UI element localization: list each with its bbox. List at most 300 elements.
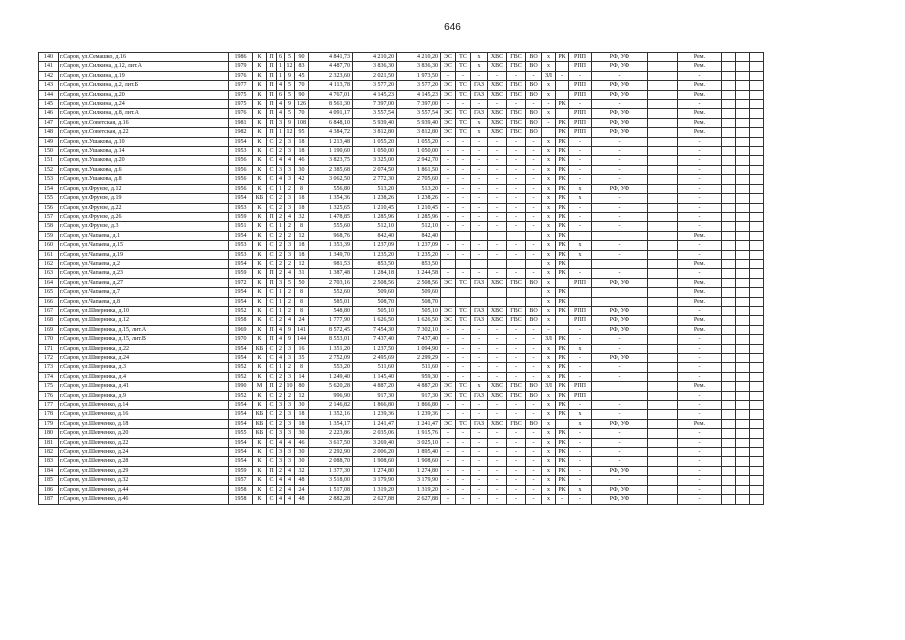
table-cell: - — [471, 184, 488, 193]
table-cell: ВО — [526, 419, 542, 428]
table-cell: 1959 — [229, 466, 253, 475]
table-cell: 2 — [277, 212, 285, 221]
table-cell: 4 — [285, 269, 295, 278]
table-cell: 4 210,20 — [397, 53, 441, 62]
table-cell: К — [253, 100, 267, 109]
table-cell: - — [471, 372, 488, 381]
table-cell: К — [253, 259, 267, 268]
table-cell: 1 235,20 — [353, 250, 397, 259]
table-cell: 2 — [277, 391, 285, 400]
table-cell: 1954 — [229, 344, 253, 353]
table-cell: - — [678, 485, 722, 494]
table-cell: 2 074,50 — [353, 165, 397, 174]
table-cell: 4 887,20 — [397, 382, 441, 391]
empty-cell — [750, 175, 764, 184]
empty-cell — [736, 391, 750, 400]
table-cell: 1 055,20 — [353, 137, 397, 146]
table-cell: 1 — [277, 128, 285, 137]
table-cell: 1 284,18 — [353, 269, 397, 278]
table-cell: - — [507, 325, 526, 334]
table-cell: - — [471, 137, 488, 146]
table-cell: КБ — [253, 419, 267, 428]
table-cell: 144 — [295, 335, 309, 344]
table-cell: ГВС — [507, 53, 526, 62]
table-cell: - — [592, 250, 648, 259]
table-cell: 1 285,96 — [397, 212, 441, 221]
table-cell: К — [253, 485, 267, 494]
table-cell: г.Саров, ул.Ушакова, д.6 — [59, 165, 229, 174]
table-cell: 2 — [285, 288, 295, 297]
table-cell — [556, 81, 569, 90]
table-cell: С — [267, 241, 277, 250]
table-cell: 2 323,60 — [309, 71, 353, 80]
table-cell: К — [253, 156, 267, 165]
table-cell: 18 — [295, 147, 309, 156]
table-cell: К — [253, 71, 267, 80]
empty-cell — [722, 382, 736, 391]
table-cell: 4 — [285, 156, 295, 165]
table-cell: 3 — [285, 448, 295, 457]
table-cell: 4 — [277, 109, 285, 118]
empty-cell — [750, 344, 764, 353]
table-cell: - — [592, 137, 648, 146]
table-cell: 2 — [285, 259, 295, 268]
table-cell: - — [471, 165, 488, 174]
table-cell: РК — [556, 212, 569, 221]
empty-cell — [722, 476, 736, 485]
table-cell: 2 146,82 — [309, 401, 353, 410]
table-cell — [648, 457, 678, 466]
table-cell: 2 — [277, 344, 285, 353]
table-cell: К — [253, 335, 267, 344]
table-cell: 1 285,96 — [353, 212, 397, 221]
table-cell: - — [441, 184, 456, 193]
table-cell: - — [488, 175, 507, 184]
table-row — [39, 297, 764, 306]
table-cell: П — [267, 278, 277, 287]
table-cell — [488, 297, 507, 306]
table-cell: - — [456, 137, 471, 146]
table-cell: П — [267, 100, 277, 109]
table-cell: С — [267, 137, 277, 146]
table-cell: 2 — [285, 231, 295, 240]
table-cell: 2 508,56 — [397, 278, 441, 287]
table-cell: 2 — [277, 410, 285, 419]
table-cell: ХВС — [488, 391, 507, 400]
table-cell: - — [507, 250, 526, 259]
table-cell: - — [592, 448, 648, 457]
table-cell: 1 626,50 — [397, 316, 441, 325]
table-cell: г.Саров, ул.Фрунзе, д.12 — [59, 184, 229, 193]
table-cell: г.Саров, ул.Шевченко, д.32 — [59, 476, 229, 485]
table-row — [39, 175, 764, 184]
table-cell: Рем. — [678, 109, 722, 118]
table-cell: 1956 — [229, 165, 253, 174]
table-cell: г.Саров, ул.Шверника, д.3 — [59, 363, 229, 372]
empty-cell — [736, 165, 750, 174]
table-cell — [648, 306, 678, 315]
table-cell: 2 882,28 — [309, 495, 353, 504]
table-cell: ХВС — [488, 53, 507, 62]
table-cell: 1952 — [229, 306, 253, 315]
housing-register-table — [38, 52, 764, 505]
table-cell: 186 — [39, 485, 59, 494]
table-cell — [556, 109, 569, 118]
table-cell: - — [441, 438, 456, 447]
table-cell: ГАЗ — [471, 316, 488, 325]
table-cell: - — [526, 184, 542, 193]
table-cell: - — [678, 448, 722, 457]
table-row — [39, 419, 764, 428]
table-cell: 3 — [277, 457, 285, 466]
empty-cell — [736, 419, 750, 428]
empty-cell — [736, 71, 750, 80]
table-cell: 1 — [277, 62, 285, 71]
table-cell: - — [456, 495, 471, 504]
table-cell — [441, 297, 456, 306]
table-cell: К — [253, 278, 267, 287]
table-cell: - — [441, 457, 456, 466]
table-cell: 7 302,10 — [397, 325, 441, 334]
table-cell: х — [471, 62, 488, 71]
table-cell: 8 572,45 — [309, 325, 353, 334]
table-cell: РПП — [569, 62, 592, 71]
empty-cell — [736, 316, 750, 325]
table-row — [39, 288, 764, 297]
table-cell: х — [542, 194, 556, 203]
table-cell: ТС — [456, 128, 471, 137]
table-cell: П — [267, 325, 277, 334]
empty-cell — [736, 278, 750, 287]
table-cell: 1 237,50 — [353, 344, 397, 353]
table-cell: РПП — [569, 278, 592, 287]
table-cell: - — [488, 156, 507, 165]
table-cell — [648, 147, 678, 156]
table-cell: - — [488, 372, 507, 381]
table-cell: П — [267, 53, 277, 62]
table-cell — [648, 184, 678, 193]
table-cell: - — [569, 438, 592, 447]
table-cell: 141 — [39, 62, 59, 71]
table-cell: 156 — [39, 203, 59, 212]
table-row — [39, 194, 764, 203]
table-cell: 9 — [285, 71, 295, 80]
table-cell: - — [556, 71, 569, 80]
table-cell: РФ, УФ — [592, 419, 648, 428]
table-cell: ГВС — [507, 118, 526, 127]
table-cell: ХВС — [488, 128, 507, 137]
table-cell: - — [592, 175, 648, 184]
table-cell: - — [678, 137, 722, 146]
table-cell: - — [678, 100, 722, 109]
table-cell: 70 — [295, 81, 309, 90]
table-cell: Рем. — [678, 259, 722, 268]
table-cell: - — [456, 485, 471, 494]
empty-cell — [750, 137, 764, 146]
table-cell: 1990 — [229, 382, 253, 391]
table-cell — [648, 363, 678, 372]
table-cell: 30 — [295, 457, 309, 466]
table-cell: 48 — [295, 476, 309, 485]
table-cell: РФ, УФ — [592, 466, 648, 475]
empty-cell — [750, 269, 764, 278]
table-cell: 10 — [286, 383, 293, 390]
table-cell: РФ, УФ — [592, 109, 648, 118]
table-row — [39, 165, 764, 174]
table-cell: - — [507, 241, 526, 250]
table-cell: 2 — [277, 419, 285, 428]
table-cell: 95 — [295, 128, 309, 137]
table-cell: - — [456, 269, 471, 278]
table-cell: - — [456, 354, 471, 363]
table-cell: х — [569, 194, 592, 203]
table-cell: - — [526, 241, 542, 250]
table-cell: ЭС — [441, 90, 456, 99]
table-cell: 513,20 — [353, 184, 397, 193]
table-cell: ЭС — [441, 278, 456, 287]
table-cell: 917,30 — [397, 391, 441, 400]
table-cell: РК — [556, 391, 569, 400]
table-row — [39, 448, 764, 457]
table-cell: РК — [556, 128, 569, 137]
table-cell: - — [678, 363, 722, 372]
table-cell: РК — [556, 457, 569, 466]
empty-cell — [736, 184, 750, 193]
table-cell — [648, 212, 678, 221]
table-cell: х — [542, 457, 556, 466]
table-cell: - — [456, 250, 471, 259]
empty-cell — [750, 476, 764, 485]
table-cell: 1975 — [229, 100, 253, 109]
table-cell: 1 354,36 — [309, 194, 353, 203]
table-cell: 164 — [39, 278, 59, 287]
table-cell: ЭС — [441, 128, 456, 137]
table-cell: ВО — [526, 118, 542, 127]
empty-cell — [736, 457, 750, 466]
empty-cell — [722, 448, 736, 457]
table-cell: 2 — [277, 194, 285, 203]
table-cell: 1 866,80 — [353, 401, 397, 410]
table-cell — [648, 175, 678, 184]
table-cell: 12 — [286, 129, 293, 136]
table-cell: 148 — [39, 128, 59, 137]
empty-cell — [722, 222, 736, 231]
table-cell: 2 — [277, 382, 285, 391]
table-cell: ГВС — [507, 306, 526, 315]
table-row — [39, 325, 764, 334]
table-cell: РК — [556, 288, 569, 297]
table-cell: 5 939,40 — [397, 118, 441, 127]
table-cell: 2 223,86 — [309, 429, 353, 438]
table-cell: 16 — [295, 344, 309, 353]
table-cell: - — [592, 401, 648, 410]
table-cell: 1 — [277, 363, 285, 372]
table-cell: 508,70 — [353, 297, 397, 306]
table-cell — [648, 354, 678, 363]
table-cell: ЭС — [441, 382, 456, 391]
table-cell: х — [542, 269, 556, 278]
table-cell: РФ, УФ — [592, 306, 648, 315]
table-cell: 1 238,26 — [353, 194, 397, 203]
table-cell: 185 — [39, 476, 59, 485]
table-cell: х — [542, 344, 556, 353]
table-cell: - — [526, 147, 542, 156]
table-cell: ТС — [456, 278, 471, 287]
table-cell: 18 — [295, 194, 309, 203]
table-cell: - — [507, 448, 526, 457]
table-cell: П — [267, 118, 277, 127]
table-cell: х — [542, 175, 556, 184]
table-cell: - — [441, 354, 456, 363]
table-cell: 509,60 — [353, 288, 397, 297]
table-cell: - — [569, 175, 592, 184]
table-cell: ЭС — [441, 419, 456, 428]
table-cell: ХВС — [488, 109, 507, 118]
table-cell: г.Саров, ул.Силкина, д.24 — [59, 100, 229, 109]
table-cell: - — [569, 100, 592, 109]
table-cell: 2 495,69 — [353, 354, 397, 363]
table-cell: 180 — [39, 429, 59, 438]
table-cell: С — [267, 184, 277, 193]
empty-cell — [736, 363, 750, 372]
empty-cell — [722, 429, 736, 438]
table-cell: РФ, УФ — [592, 62, 648, 71]
table-cell: ХВС — [488, 90, 507, 99]
table-cell: ГВС — [507, 278, 526, 287]
table-row — [39, 128, 764, 137]
table-cell: 4 — [277, 354, 285, 363]
table-cell: 1970 — [229, 335, 253, 344]
table-cell: 108 — [295, 118, 309, 127]
table-cell: 1958 — [229, 316, 253, 325]
table-cell: - — [526, 165, 542, 174]
table-cell — [507, 231, 526, 240]
table-cell: - — [678, 344, 722, 353]
table-cell: 548,80 — [309, 306, 353, 315]
empty-cell — [736, 466, 750, 475]
table-cell — [648, 222, 678, 231]
table-row — [39, 269, 764, 278]
table-cell: 152 — [39, 165, 59, 174]
table-cell: - — [488, 184, 507, 193]
table-cell: 2 — [277, 147, 285, 156]
table-cell: 1959 — [229, 212, 253, 221]
table-cell: 1 274,80 — [353, 466, 397, 475]
table-cell: П — [267, 335, 277, 344]
empty-cell — [722, 410, 736, 419]
table-cell: 3 — [285, 410, 295, 419]
table-cell: РК — [556, 222, 569, 231]
table-cell — [648, 344, 678, 353]
table-cell: х — [471, 128, 488, 137]
table-cell: 1954 — [229, 231, 253, 240]
empty-cell — [722, 297, 736, 306]
empty-cell — [750, 71, 764, 80]
table-cell: - — [441, 325, 456, 334]
table-cell: РК — [556, 372, 569, 381]
table-cell: ХВС — [488, 382, 507, 391]
table-cell: РФ, УФ — [592, 53, 648, 62]
table-cell: - — [592, 156, 648, 165]
table-cell: С — [267, 485, 277, 494]
table-cell: К — [253, 288, 267, 297]
table-row — [39, 81, 764, 90]
table-cell: х — [542, 137, 556, 146]
table-cell: г.Саров, ул.Чапаева, д.2 — [59, 259, 229, 268]
table-cell — [441, 259, 456, 268]
table-cell: 552,60 — [309, 288, 353, 297]
empty-cell — [750, 495, 764, 504]
table-cell: - — [592, 429, 648, 438]
table-cell: 5 — [285, 81, 295, 90]
table-cell: РФ, УФ — [592, 485, 648, 494]
table-row — [39, 109, 764, 118]
table-cell — [648, 429, 678, 438]
table-cell: г.Саров, ул.Семашко, д.16 — [59, 53, 229, 62]
empty-cell — [750, 203, 764, 212]
table-cell: г.Саров, ул.Чапаева, д.1 — [59, 231, 229, 240]
table-cell: - — [488, 165, 507, 174]
table-cell: П — [267, 109, 277, 118]
table-cell: П — [267, 62, 277, 71]
table-cell: - — [507, 175, 526, 184]
table-cell: С — [267, 175, 277, 184]
table-cell: - — [678, 194, 722, 203]
table-cell: - — [471, 241, 488, 250]
table-cell: х — [542, 165, 556, 174]
table-cell: 171 — [39, 344, 59, 353]
empty-cell — [750, 90, 764, 99]
empty-cell — [750, 109, 764, 118]
table-cell: 2 — [285, 297, 295, 306]
table-cell — [648, 410, 678, 419]
table-cell: 160 — [39, 241, 59, 250]
empty-cell — [750, 419, 764, 428]
table-cell: г.Саров, ул.Шевченко, д.24 — [59, 448, 229, 457]
table-cell: 509,60 — [397, 288, 441, 297]
table-cell: С — [267, 354, 277, 363]
table-cell — [556, 62, 569, 71]
empty-cell — [736, 100, 750, 109]
table-cell: - — [678, 457, 722, 466]
table-cell: - — [526, 194, 542, 203]
table-cell: - — [456, 147, 471, 156]
table-cell: 3 557,54 — [353, 109, 397, 118]
table-cell — [648, 109, 678, 118]
table-cell: РК — [556, 485, 569, 494]
table-cell: - — [678, 165, 722, 174]
table-cell — [526, 231, 542, 240]
table-cell: ГВС — [507, 109, 526, 118]
empty-cell — [722, 354, 736, 363]
table-cell: - — [507, 165, 526, 174]
table-cell: х — [542, 53, 556, 62]
empty-cell — [722, 278, 736, 287]
empty-cell — [736, 259, 750, 268]
table-cell: х — [542, 391, 556, 400]
table-cell: 3 269,40 — [353, 438, 397, 447]
table-cell: - — [488, 335, 507, 344]
table-cell: РПП — [569, 53, 592, 62]
table-cell: - — [678, 250, 722, 259]
table-cell: РК — [556, 269, 569, 278]
table-cell: П — [267, 269, 277, 278]
table-cell: 163 — [39, 269, 59, 278]
table-cell: 143 — [39, 81, 59, 90]
table-cell: 9 — [285, 335, 295, 344]
table-cell — [456, 288, 471, 297]
table-row — [39, 457, 764, 466]
